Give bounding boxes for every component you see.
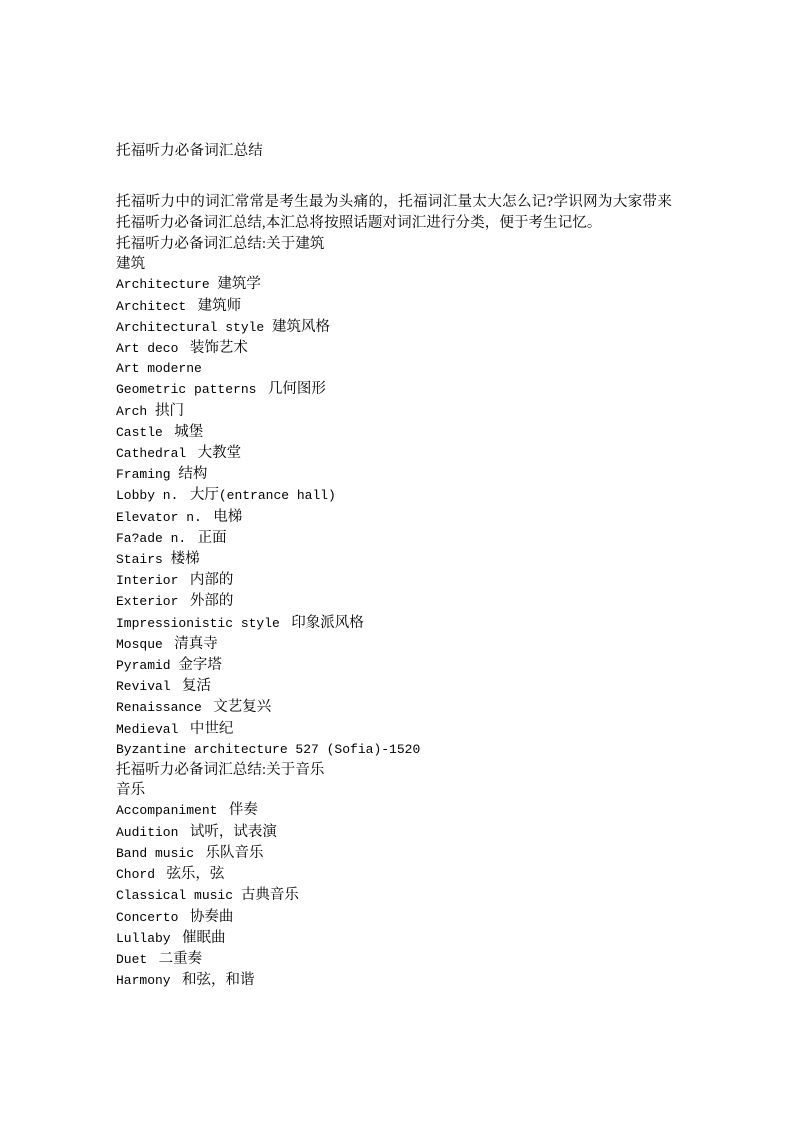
vocabulary-entry <box>116 507 676 528</box>
entry-translation: 乐队音乐 <box>201 844 264 861</box>
vocabulary-entry <box>116 676 676 697</box>
entry-term: Classical music <box>116 888 241 904</box>
vocabulary-entry <box>116 800 676 821</box>
vocabulary-entry <box>116 549 676 570</box>
entry-translation: 复活 <box>178 678 212 695</box>
entry-translation: 外部的 <box>186 593 234 610</box>
entry-translation: 中世纪 <box>186 720 234 737</box>
entry-translation: 大教堂 <box>194 445 242 462</box>
entry-translation: 几何图形 <box>264 381 326 398</box>
vocabulary-entry <box>116 970 676 991</box>
vocabulary-entry <box>116 317 676 338</box>
entry-term: Art moderne <box>116 361 202 377</box>
entry-term: Pyramid <box>116 658 179 674</box>
entry-term: Architect <box>116 298 195 314</box>
vocabulary-entry <box>116 570 676 591</box>
entry-term: Geometric patterns <box>116 382 265 398</box>
vocabulary-entry <box>116 401 676 422</box>
section-heading-label: 音乐 <box>116 782 146 799</box>
entry-term: Stairs <box>116 552 171 568</box>
entry-translation: 古典音乐 <box>240 887 299 904</box>
entry-translation: 电梯 <box>209 508 243 525</box>
entry-translation: 印象派风格 <box>287 614 364 631</box>
document-content <box>116 140 676 991</box>
entry-translation: 建筑风格 <box>272 318 331 335</box>
section-heading <box>116 254 676 274</box>
entry-term: Impressionistic style <box>116 615 288 631</box>
entry-term: Interior <box>116 573 187 589</box>
entry-translation: 文艺复兴 <box>209 699 272 716</box>
entry-term: Duet <box>116 951 156 967</box>
vocabulary-entry <box>116 928 676 949</box>
section-heading <box>116 760 676 780</box>
vocabulary-entry <box>116 655 676 676</box>
entry-term: Revival <box>116 679 179 695</box>
entry-translation: 和弦，和谐 <box>178 972 255 989</box>
entry-term: Renaissance <box>116 700 210 716</box>
entry-term: Mosque <box>116 636 171 652</box>
entry-term: Fa?ade n. <box>116 530 195 546</box>
vocabulary-entry <box>116 338 676 359</box>
section-heading-label: 托福听力必备词汇总结:关于音乐 <box>116 762 325 779</box>
vocabulary-entry <box>116 864 676 885</box>
entry-translation: 内部的 <box>186 572 234 589</box>
vocabulary-entry <box>116 443 676 464</box>
vocabulary-entry <box>116 528 676 549</box>
entry-translation: 协奏曲 <box>186 908 234 925</box>
entry-term: Concerto <box>116 909 187 925</box>
vocabulary-entry <box>116 422 676 443</box>
entry-term: Arch <box>116 403 156 419</box>
vocabulary-entry <box>116 740 676 760</box>
entry-term: Lobby n. <box>116 488 187 504</box>
entry-translation: 拱门 <box>155 402 185 419</box>
entry-term: Byzantine architecture 527 (Sofia)-1520 <box>116 741 421 757</box>
vocabulary-entry <box>116 843 676 864</box>
vocabulary-entry <box>116 907 676 928</box>
intro-paragraph: 托福听力中的词汇常常是考生最为头痛的，托福词汇量太大怎么记?学识网为大家带来托福听力必备词汇总结,本汇总将按照话题对词汇进行分类，便于考生记忆。 <box>116 194 672 231</box>
entry-translation: 正面 <box>194 529 227 546</box>
vocabulary-entry <box>116 359 676 379</box>
entry-translation: 清真寺 <box>170 635 218 652</box>
vocabulary-entry <box>116 822 676 843</box>
vocabulary-entry <box>116 885 676 906</box>
entry-term: Audition <box>116 824 187 840</box>
entry-translation: 催眠曲 <box>178 929 226 946</box>
entry-term: Elevator n. <box>116 509 210 525</box>
entry-translation: 建筑学 <box>217 276 261 293</box>
entry-term: Band music <box>116 845 202 861</box>
entry-translation: 二重奏 <box>155 950 203 967</box>
entry-translation: 楼梯 <box>170 551 200 568</box>
entry-translation: 大厅 <box>186 487 219 504</box>
vocabulary-entry <box>116 697 676 718</box>
entry-translation: 伴奏 <box>225 802 258 819</box>
vocabulary-list <box>116 234 676 991</box>
entry-term: Medieval <box>116 721 187 737</box>
entry-translation: 弦乐，弦 <box>162 866 225 883</box>
vocabulary-entry <box>116 485 676 506</box>
entry-term: Chord <box>116 867 163 883</box>
entry-term: Castle <box>116 424 171 440</box>
entry-term: Art deco <box>116 341 187 357</box>
entry-translation: 结构 <box>178 466 208 483</box>
entry-translation: 试听，试表演 <box>186 823 277 840</box>
entry-term: Architectural style <box>116 319 273 335</box>
entry-term: Architecture <box>116 277 218 293</box>
entry-translation: 装饰艺术 <box>186 340 248 357</box>
entry-term: Accompaniment <box>116 803 226 819</box>
vocabulary-entry <box>116 464 676 485</box>
page-title: 托福听力必备词汇总结 <box>116 143 263 159</box>
vocabulary-entry <box>116 296 676 317</box>
section-heading-label: 托福听力必备词汇总结:关于建筑 <box>116 236 325 252</box>
entry-translation: 金字塔 <box>178 657 222 674</box>
section-heading <box>116 780 676 800</box>
vocabulary-entry <box>116 274 676 295</box>
entry-term: Cathedral <box>116 446 195 462</box>
vocabulary-entry <box>116 634 676 655</box>
vocabulary-entry <box>116 719 676 740</box>
entry-term: Framing <box>116 467 179 483</box>
entry-term: Harmony <box>116 973 179 989</box>
entry-translation: 建筑师 <box>194 297 242 314</box>
vocabulary-entry <box>116 591 676 612</box>
vocabulary-entry <box>116 379 676 400</box>
entry-note: (entrance hall) <box>218 488 336 504</box>
vocabulary-entry <box>116 949 676 970</box>
entry-translation: 城堡 <box>170 423 204 440</box>
entry-term: Lullaby <box>116 930 179 946</box>
entry-term: Exterior <box>116 594 187 610</box>
section-heading-label: 建筑 <box>116 256 146 273</box>
section-heading <box>116 234 676 254</box>
vocabulary-entry <box>116 613 676 634</box>
